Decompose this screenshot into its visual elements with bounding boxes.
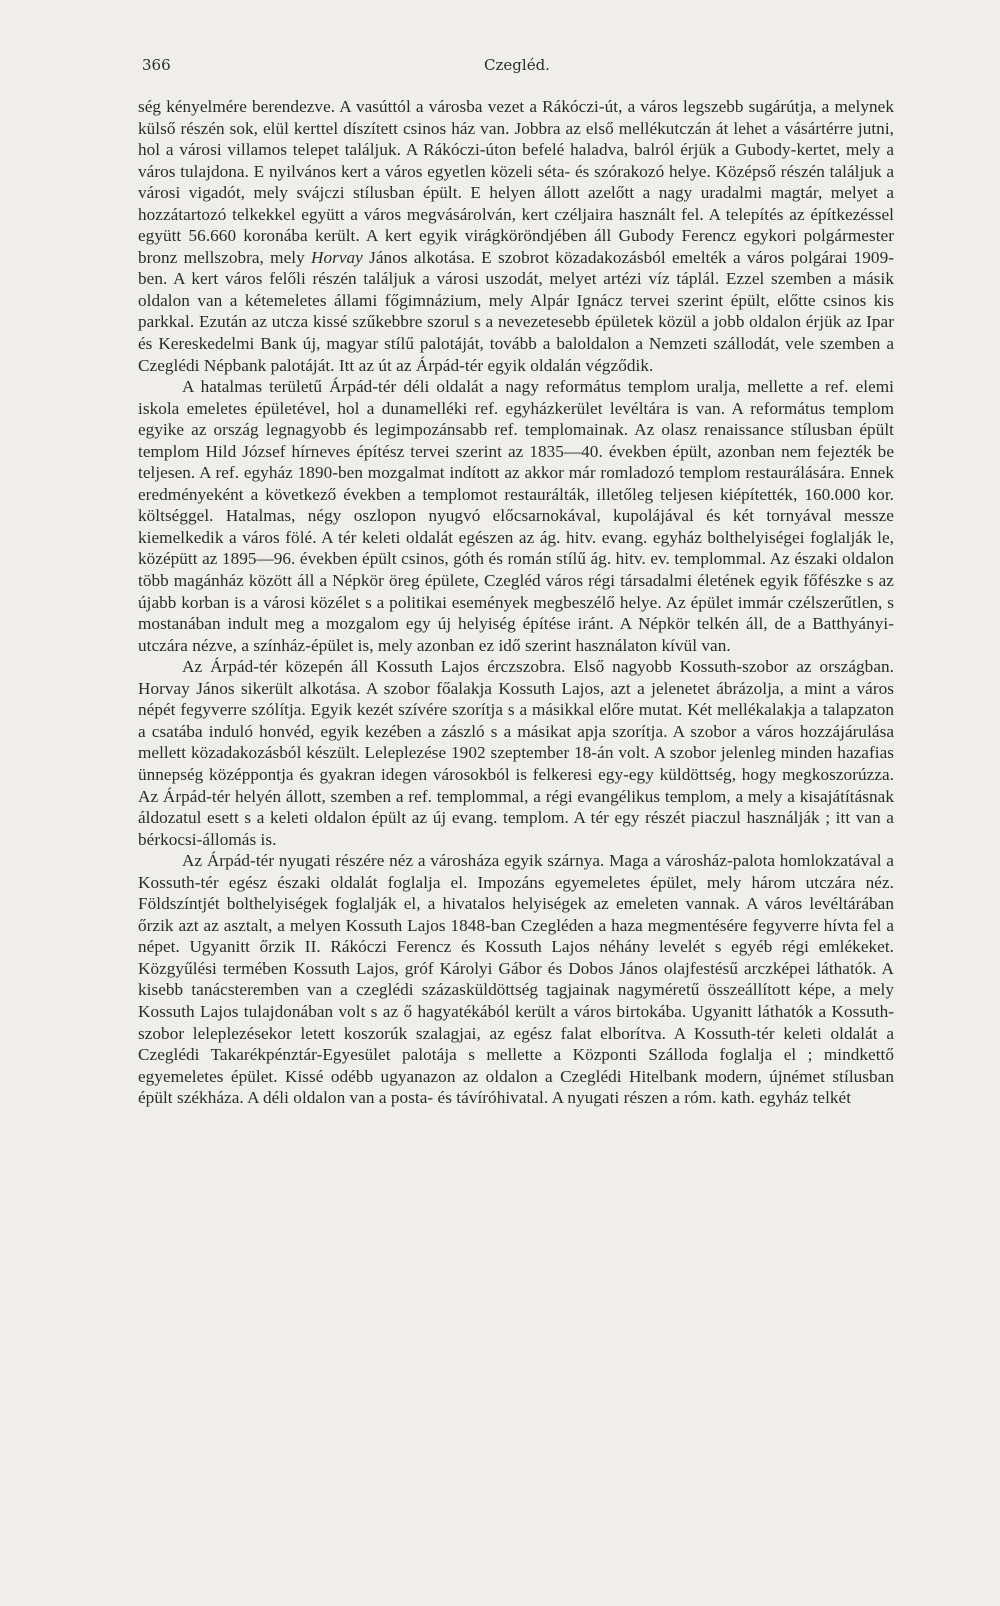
- body-text: [138, 96, 894, 1109]
- paragraph: Az Árpád-tér közepén áll Kossuth Lajos érczszobra. Első nagyobb Kossuth-szobor az országban. Horvay János sikerült alkotása. A szobor főalakja Kossuth Lajos, azt a jelenetet ábrázolja, a mint a város népét fegyverre szólítja. Egyik kezét szívére szorítja s a másikkal előre mutat. Két mellékalakja a talapzaton a csatába induló honvéd, egyik kezében a zászló s a másikat apja szorítja. A szobor a város hozzájárulása mellett közadakozásból készült. Leleplezése 1902 szeptember 18-án volt. A szobor jelenleg minden hazafias ünnepség középpontja és gyakran idegen városokból is felkeresi egy-egy küldöttség, hogy megkoszorúzza. Az Árpád-tér helyén állott, szemben a ref. templommal, a régi evangélikus templom, a mely a kisajátításnak áldozatul esett s a keleti oldalon épült az új evang. templom. A tér egy részét piaczul használják ; itt van a bérkocsi-állomás is.: [138, 657, 894, 849]
- italic-name: Horvay: [311, 247, 363, 267]
- paragraph: ség kényelmére berendezve. A vasúttól a városba vezet a Rákóczi-út, a város legszebb sugárútja, a melynek külső részén sok, elül kerttel díszített csinos ház van. Jobbra az első mellékutczán át lehet a vásártérre jutni, hol a városi villamos telepet találjuk. A Rákóczi-úton befelé haladva, balról érjük a Gubody-kertet, mely a város tulajdona. E nyilvános kert a város egyetlen közeli séta- és szórakozó helye. Középső részén találjuk a városi vigadót, mely svájczi stílusban épült. E helyen állott azelőtt a nagy uradalmi magtár, melyet a hozzátartozó telkekkel együtt a város megvásárolván, kert czéljaira használt fel. A telepítés az építkezéssel együtt 56.660 koronába került. A kert egyik virágköröndjében áll Gubody Ferencz egykori polgármester bronz mellszobra, mely Horvay János alkotása. E szobrot közadakozásból emelték a város polgárai 1909-ben. A kert város felőli részén találjuk a városi uszodát, melyet artézi víz táplál. Ezzel szemben a másik oldalon van a kétemeletes állami főgimnázium, mely Alpár Ignácz tervei szerint épült, előtte csinos kis parkkal. Ezután az utcza kissé szűkebbre szorul s a nevezetesebb épületek közül a jobb oldalon érjük az Ipar és Kereskedelmi Bank új, magyar stílű palotáját, tovább a baloldalon a Nemzeti szállodát, vele szemben a Czeglédi Népbank palotáját. Itt az út az Árpád-tér egyik oldalán végződik.: [138, 97, 894, 375]
- page-number: 366: [142, 56, 171, 74]
- running-title: Czegléd.: [484, 56, 550, 74]
- page-header: [142, 56, 892, 78]
- paragraph: A hatalmas területű Árpád-tér déli oldalát a nagy református templom uralja, mellette a ref. elemi iskola emeletes épületével, hol a dunamelléki ref. egyházkerület levéltára is van. A református templom egyike az ország legnagyobb és legimpozánsabb ref. templomainak. Az olasz renaissance stílusban épült templom Hild József hírneves építész tervei szerint az 1835—40. években épült, azonban nem fejezték be teljesen. A ref. egyház 1890-ben mozgalmat indított az akkor már romladozó templom restaurálására. Ennek eredményeként a következő években a templomot restaurálták, illetőleg teljesen kiépítették, 160.000 kor. költséggel. Hatalmas, négy oszlopon nyugvó előcsarnokával, kupolájával és két tornyával messze kiemelkedik a város fölé. A tér keleti oldalát egészen az ág. hitv. evang. egyház bolthelyiségei foglalják le, középütt az 1895—96. években épült csinos, góth és román stílű ág. hitv. ev. templommal. Az északi oldalon több magánház között áll a Népkör öreg épülete, Czegléd város régi társadalmi életének egyik főfészke s az újabb korban is a városi közélet s a politikai események megbeszélő helye. Az épület immár czélszerűtlen, s mostanában indult meg a mozgalom egy új helyiség építése iránt. A Népkör telkén áll, de a Batthyányi-utczára nézve, a színház-épület is, mely azonban ez idő szerint használaton kívül van.: [138, 377, 894, 655]
- paragraph: Az Árpád-tér nyugati részére néz a városháza egyik szárnya. Maga a városház-palota homlokzatával a Kossuth-tér egész északi oldalát foglalja el. Impozáns egyemeletes épület, mely három utczára néz. Földszíntjét bolthelyiségek foglalják el, a hivatalos helyiségek az emeleten vannak. A város levéltárában őrzik azt az asztalt, a melyen Kossuth Lajos 1848-ban Czegléden a haza megmentésére fegyverre hívta fel a népet. Ugyanitt őrzik II. Rákóczi Ferencz és Kossuth Lajos néhány levelét s egyéb régi emlékeket. Közgyűlési termében Kossuth Lajos, gróf Károlyi Gábor és Dobos János olajfestésű arczképei láthatók. A kisebb tanácsteremben van a czeglédi százasküldöttség tagjainak nagyméretű összeállított képe, a mely Kossuth Lajos tulajdonában volt s az ő hagyatékából került a város birtokába. Ugyanitt láthatók a Kossuth-szobor leleplezésekor letett koszorúk szalagjai, az egész falat elborítva. A Kossuth-tér keleti oldalát a Czeglédi Takarékpénztár-Egyesület palotája s mellette a Központi Szálloda foglalja el ; mindkettő egyemeletes épület. Kissé odébb ugyanazon az oldalon a Czeglédi Hitelbank modern, újnémet stílusban épült székháza. A déli oldalon van a posta- és távíróhivatal. A nyugati részen a róm. kath. egyház telkét: [138, 851, 894, 1108]
